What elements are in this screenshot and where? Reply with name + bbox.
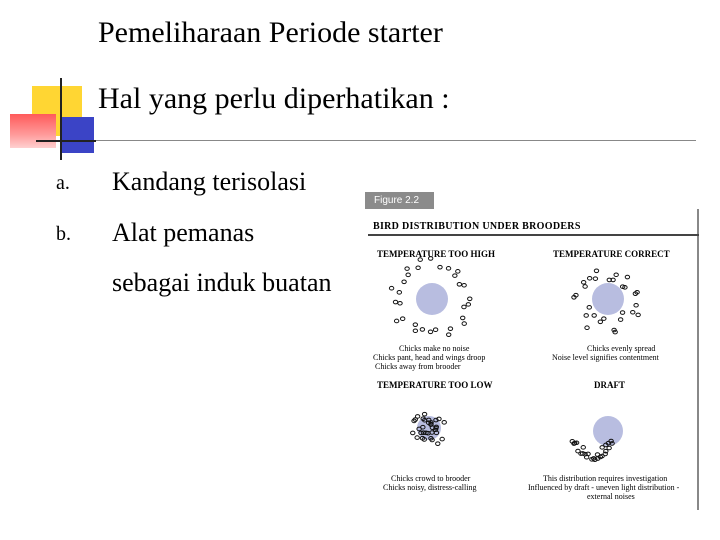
item-b-marker: b. [56,223,71,245]
chick-too-high [393,300,397,304]
chick-too-high [453,274,457,278]
chick-correct [583,285,587,289]
chick-too-high [438,265,442,269]
brooder-correct [592,283,624,315]
chick-too-high [416,266,420,270]
chick-correct [584,314,588,318]
chick-correct [587,306,591,310]
chick-too-low [440,437,444,441]
chick-correct [625,275,629,279]
chick-too-high [400,317,404,321]
chick-too-low [422,412,426,416]
chick-too-high [394,319,398,323]
chick-too-high [468,297,472,301]
chick-correct [634,303,638,307]
caption-correct-1: Chicks evenly spread [587,344,656,353]
vertical-divider [60,78,62,160]
caption-too-high-1: Chicks make no noise [399,344,470,353]
caption-draft-3: external noises [587,492,635,501]
chick-correct [598,320,602,324]
chick-correct [593,277,597,281]
slide-subtitle: Hal yang perlu diperhatikan : [98,82,450,115]
chick-correct [614,273,618,277]
chick-too-high [406,273,410,277]
brooder-illustrations [365,192,699,510]
chick-too-high [418,258,422,262]
chick-too-high [405,267,409,271]
slide-title: Pemeliharaan Periode starter [98,16,443,49]
caption-too-low-1: Chicks crowd to brooder [391,474,471,483]
chick-too-high [461,316,465,320]
figure-title: BIRD DISTRIBUTION UNDER BROODERS [373,221,581,232]
caption-draft-1: This distribution requires investigation [543,474,668,483]
panel-heading-too-high: TEMPERATURE TOO HIGH [377,249,496,259]
chick-too-high [428,330,432,334]
chick-too-high [446,267,450,271]
chick-too-high [448,327,452,331]
item-a-marker: a. [56,172,70,194]
chick-correct [620,311,624,315]
panel-heading-draft: DRAFT [594,380,625,390]
chick-too-low [436,442,440,446]
chick-too-high [428,257,432,261]
chick-too-high [413,323,417,327]
chick-too-high [457,282,461,286]
red-accent-square [10,114,56,148]
chick-too-high [447,333,451,337]
chick-correct [618,318,622,322]
panel-heading-correct: TEMPERATURE CORRECT [553,249,670,259]
chick-too-high [420,328,424,332]
chick-too-low [442,421,446,425]
chick-too-low [415,415,419,419]
chick-correct [631,310,635,314]
chick-too-high [462,283,466,287]
chick-too-high [402,280,406,284]
caption-correct-2: Noise level signifies contentment [552,353,659,362]
blue-accent-square [60,117,94,153]
chick-too-high [456,270,460,274]
chick-correct [594,269,598,273]
chick-too-high [466,303,470,307]
item-b-continuation: sebagai induk buatan [112,268,332,297]
horizontal-divider-accent [36,140,96,142]
chick-too-low [411,431,415,435]
horizontal-divider [36,140,696,141]
brooder-too-high [416,283,448,315]
chick-too-high [462,322,466,326]
brooder-distribution-figure [365,192,699,510]
chick-too-high [397,291,401,295]
item-b-text: Alat pemanas [112,218,255,247]
chick-correct [636,313,640,317]
chick-too-high [413,329,417,333]
item-a-text: Kandang terisolasi [112,167,307,196]
caption-too-high-3: Chicks away from brooder [375,362,461,371]
chick-too-high [462,305,466,309]
chick-too-high [398,301,402,305]
caption-too-low-2: Chicks noisy, distress-calling [383,483,477,492]
chick-correct [587,276,591,280]
chick-correct [602,317,606,321]
chick-too-high [389,286,393,290]
chick-correct [592,314,596,318]
panel-heading-too-low: TEMPERATURE TOO LOW [377,380,493,390]
chick-draft [581,446,585,450]
chick-too-low [415,436,419,440]
caption-draft-2: Influenced by draft - uneven light distribution - [528,483,680,492]
chick-too-high [433,328,437,332]
figure-label: Figure 2.2 [365,192,434,209]
caption-too-high-2: Chicks pant, head and wings droop [373,353,486,362]
chick-correct [581,281,585,285]
chick-correct [585,326,589,330]
